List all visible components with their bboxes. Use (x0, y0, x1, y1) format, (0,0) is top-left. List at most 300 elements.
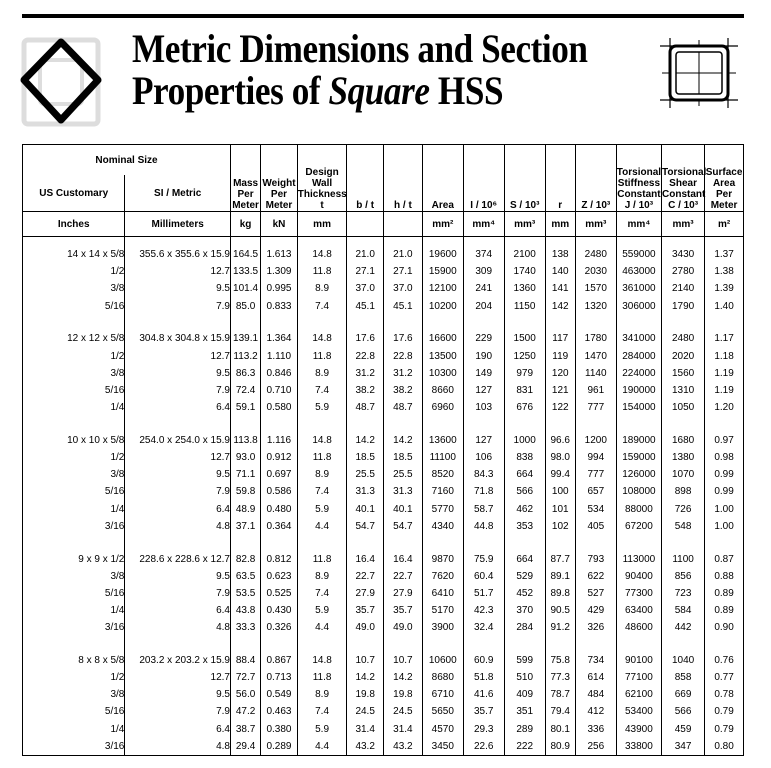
spacer-cell (347, 535, 384, 551)
table-cell: 12.7 (125, 348, 231, 365)
spacer-cell (422, 535, 463, 551)
spacer-cell (545, 636, 575, 652)
table-cell: 1.38 (705, 263, 744, 280)
spacer-cell (545, 416, 575, 432)
table-cell: 138 (545, 246, 575, 263)
table-cell: 89.1 (545, 568, 575, 585)
table-cell: 0.995 (261, 280, 298, 297)
table-cell: 5.9 (297, 399, 347, 416)
table-cell: 8.9 (297, 686, 347, 703)
header-torsional-shear-label: Torsional Shear Constant (662, 167, 707, 200)
table-cell: 1380 (662, 449, 705, 466)
unit-c: mm³ (662, 212, 705, 237)
table-cell: 47.2 (230, 703, 260, 720)
header-design-wall (297, 145, 347, 212)
table-row (23, 432, 744, 449)
table-cell: 2480 (662, 330, 705, 347)
table-cell: 27.1 (384, 263, 423, 280)
table-cell: 1000 (504, 432, 545, 449)
table-cell: 1.37 (705, 246, 744, 263)
spacer-cell (261, 535, 298, 551)
table-cell: 1570 (575, 280, 616, 297)
table-cell: 102 (545, 518, 575, 535)
table-cell: 6.4 (125, 721, 231, 738)
spacer-cell (261, 416, 298, 432)
table-row (23, 518, 744, 535)
table-cell: 669 (662, 686, 705, 703)
top-rule (22, 14, 744, 18)
table-row (23, 483, 744, 500)
table-cell: 11.8 (297, 550, 347, 567)
spacer-cell (347, 416, 384, 432)
table-cell: 19.8 (384, 686, 423, 703)
table-cell: 142 (545, 298, 575, 315)
table-cell: 7.9 (125, 382, 231, 399)
table-cell: 4.8 (125, 518, 231, 535)
spacer-cell (297, 535, 347, 551)
table-cell: 29.3 (463, 721, 504, 738)
table-row (23, 568, 744, 585)
table-cell: 21.0 (384, 246, 423, 263)
table-cell: 126000 (616, 466, 661, 483)
table-cell: 82.8 (230, 550, 260, 567)
table-cell: 13500 (422, 348, 463, 365)
table-cell: 584 (662, 602, 705, 619)
table-cell: 370 (504, 602, 545, 619)
table-cell: 32.4 (463, 619, 504, 636)
table-cell: 664 (504, 466, 545, 483)
unit-s: mm³ (504, 212, 545, 237)
table-cell: 858 (662, 669, 705, 686)
table-cell: 4.8 (125, 738, 231, 756)
unit-us: Inches (23, 212, 125, 237)
table-cell: 228.6 x 228.6 x 12.7 (125, 550, 231, 567)
table-cell: 0.79 (705, 721, 744, 738)
table-cell: 77100 (616, 669, 661, 686)
table-cell: 100 (545, 483, 575, 500)
table-cell: 53.5 (230, 585, 260, 602)
table-cell: 777 (575, 399, 616, 416)
table-cell: 1.613 (261, 246, 298, 263)
table-row (23, 500, 744, 517)
table-cell: 60.4 (463, 568, 504, 585)
table-cell: 961 (575, 382, 616, 399)
table-cell: 17.6 (347, 330, 384, 347)
table-cell: 14 x 14 x 5/8 (23, 246, 125, 263)
table-cell: 9.5 (125, 280, 231, 297)
table-cell: 1/4 (23, 399, 125, 416)
table-row (23, 738, 744, 756)
table-cell: 7.9 (125, 703, 231, 720)
table-cell: 566 (504, 483, 545, 500)
table-cell: 29.4 (230, 738, 260, 756)
spacer-cell (705, 315, 744, 331)
table-cell: 1560 (662, 365, 705, 382)
table-cell: 140 (545, 263, 575, 280)
spacer-cell (230, 535, 260, 551)
table-cell: 777 (575, 466, 616, 483)
table-cell: 40.1 (384, 500, 423, 517)
spacer-cell (504, 315, 545, 331)
table-cell: 7.9 (125, 298, 231, 315)
table-row (23, 280, 744, 297)
table-cell: 1.39 (705, 280, 744, 297)
table-cell: 10 x 10 x 5/8 (23, 432, 125, 449)
table-cell: 979 (504, 365, 545, 382)
table-cell: 1100 (662, 550, 705, 567)
table-cell: 1.364 (261, 330, 298, 347)
spacer-cell (616, 237, 661, 247)
table-cell: 6710 (422, 686, 463, 703)
header-si-metric: SI / Metric (125, 175, 231, 212)
table-cell: 0.846 (261, 365, 298, 382)
spacer-cell (575, 535, 616, 551)
spacer-cell (384, 416, 423, 432)
table-cell: 43900 (616, 721, 661, 738)
table-cell: 0.99 (705, 466, 744, 483)
table-cell: 1150 (504, 298, 545, 315)
table-cell: 85.0 (230, 298, 260, 315)
table-cell: 38.2 (384, 382, 423, 399)
table-cell: 31.3 (384, 483, 423, 500)
table-cell: 1320 (575, 298, 616, 315)
table-cell: 459 (662, 721, 705, 738)
table-cell: 38.7 (230, 721, 260, 738)
table-cell: 0.380 (261, 721, 298, 738)
table-cell: 31.3 (347, 483, 384, 500)
table-cell: 256 (575, 738, 616, 756)
unit-ht (384, 212, 423, 237)
table-cell: 2100 (504, 246, 545, 263)
table-cell: 5770 (422, 500, 463, 517)
table-cell: 1.00 (705, 500, 744, 517)
table-cell: 58.7 (463, 500, 504, 517)
table-cell: 24.5 (384, 703, 423, 720)
table-cell: 49.0 (384, 619, 423, 636)
table-cell: 8.9 (297, 466, 347, 483)
table-cell: 72.7 (230, 669, 260, 686)
table-cell: 12.7 (125, 263, 231, 280)
table-cell: 254.0 x 254.0 x 15.9 (125, 432, 231, 449)
spacer-cell (662, 636, 705, 652)
table-cell: 189000 (616, 432, 661, 449)
table-cell: 18.5 (347, 449, 384, 466)
table-cell: 0.713 (261, 669, 298, 686)
table-cell: 3430 (662, 246, 705, 263)
spacer-cell (23, 636, 125, 652)
table-cell: 1.00 (705, 518, 744, 535)
table-cell: 6.4 (125, 602, 231, 619)
table-cell: 16.4 (384, 550, 423, 567)
table-row (23, 263, 744, 280)
table-cell: 599 (504, 652, 545, 669)
table-cell: 4.8 (125, 619, 231, 636)
table-cell: 63400 (616, 602, 661, 619)
table-cell: 7.4 (297, 703, 347, 720)
table-cell: 71.8 (463, 483, 504, 500)
table-row (23, 686, 744, 703)
table-cell: 224000 (616, 365, 661, 382)
spacer-cell (23, 416, 125, 432)
table-cell: 0.78 (705, 686, 744, 703)
table-cell: 133.5 (230, 263, 260, 280)
spacer-cell (545, 535, 575, 551)
table-cell: 0.89 (705, 585, 744, 602)
table-cell: 35.7 (347, 602, 384, 619)
table-cell: 190 (463, 348, 504, 365)
table-cell: 5/16 (23, 298, 125, 315)
table-cell: 33.3 (230, 619, 260, 636)
table-cell: 5650 (422, 703, 463, 720)
group-spacer (23, 237, 744, 247)
table-cell: 2140 (662, 280, 705, 297)
table-cell: 6.4 (125, 399, 231, 416)
spacer-cell (575, 636, 616, 652)
header-us-customary: US Customary (23, 175, 125, 212)
spacer-cell (422, 315, 463, 331)
table-cell: 10600 (422, 652, 463, 669)
table-cell: 101 (545, 500, 575, 517)
table-cell: 44.8 (463, 518, 504, 535)
table-cell: 0.88 (705, 568, 744, 585)
table-cell: 1/4 (23, 500, 125, 517)
table-cell: 462 (504, 500, 545, 517)
table-cell: 1/2 (23, 449, 125, 466)
table-cell: 84.3 (463, 466, 504, 483)
unit-r: mm (545, 212, 575, 237)
table-cell: 10.7 (347, 652, 384, 669)
table-cell: 548 (662, 518, 705, 535)
table-cell: 351 (504, 703, 545, 720)
table-cell: 409 (504, 686, 545, 703)
table-cell: 204 (463, 298, 504, 315)
table-row (23, 585, 744, 602)
table-cell: 353 (504, 518, 545, 535)
table-cell: 154000 (616, 399, 661, 416)
table-cell: 429 (575, 602, 616, 619)
table-cell: 463000 (616, 263, 661, 280)
table-cell: 10200 (422, 298, 463, 315)
table-cell: 43.2 (384, 738, 423, 756)
table-cell: 7.9 (125, 585, 231, 602)
table-cell: 113.2 (230, 348, 260, 365)
spacer-cell (422, 237, 463, 247)
table-cell: 35.7 (463, 703, 504, 720)
table-cell: 2020 (662, 348, 705, 365)
unit-bt (347, 212, 384, 237)
table-cell: 1070 (662, 466, 705, 483)
table-cell: 1740 (504, 263, 545, 280)
spacer-cell (261, 636, 298, 652)
table-cell: 25.5 (347, 466, 384, 483)
table-row (23, 652, 744, 669)
spacer-cell (545, 237, 575, 247)
group-spacer (23, 636, 744, 652)
table-cell: 51.7 (463, 585, 504, 602)
table-cell: 1790 (662, 298, 705, 315)
spacer-cell (230, 416, 260, 432)
header-torsional-stiffness-label: Torsional Stiffness Constant (616, 167, 662, 200)
spacer-cell (125, 636, 231, 652)
table-cell: 11.8 (297, 669, 347, 686)
spacer-cell (463, 315, 504, 331)
table-cell: 0.79 (705, 703, 744, 720)
table-cell: 1.110 (261, 348, 298, 365)
table-cell: 1/2 (23, 669, 125, 686)
square-hss-section-icon (660, 38, 738, 108)
table-cell: 284 (504, 619, 545, 636)
spacer-cell (230, 636, 260, 652)
table-cell: 8.9 (297, 365, 347, 382)
table-cell: 3/8 (23, 466, 125, 483)
table-row (23, 449, 744, 466)
spacer-cell (261, 315, 298, 331)
group-spacer (23, 315, 744, 331)
table-row (23, 721, 744, 738)
table-cell: 139.1 (230, 330, 260, 347)
table-cell: 78.7 (545, 686, 575, 703)
header-torsional-stiffness (616, 145, 661, 212)
table-cell: 1680 (662, 432, 705, 449)
table-cell: 12.7 (125, 449, 231, 466)
table-cell: 16.4 (347, 550, 384, 567)
table-cell: 1050 (662, 399, 705, 416)
table-cell: 0.812 (261, 550, 298, 567)
table-cell: 1470 (575, 348, 616, 365)
table-cell: 1.17 (705, 330, 744, 347)
table-cell: 72.4 (230, 382, 260, 399)
spacer-cell (662, 416, 705, 432)
table-cell: 63.5 (230, 568, 260, 585)
table-cell: 19600 (422, 246, 463, 263)
spacer-cell (575, 315, 616, 331)
spacer-cell (384, 237, 423, 247)
title-line-1: Metric Dimensions and Section (132, 26, 588, 71)
table-cell: 6960 (422, 399, 463, 416)
spacer-cell (125, 416, 231, 432)
table-cell: 99.4 (545, 466, 575, 483)
table-cell: 442 (662, 619, 705, 636)
table-cell: 241 (463, 280, 504, 297)
spacer-cell (297, 416, 347, 432)
table-cell: 17.6 (384, 330, 423, 347)
table-cell: 566 (662, 703, 705, 720)
table-cell: 7.4 (297, 585, 347, 602)
table-cell: 1.40 (705, 298, 744, 315)
table-cell: 0.623 (261, 568, 298, 585)
header-j: J / 10³ (624, 200, 654, 211)
spacer-cell (616, 315, 661, 331)
header-mass: Mass Per Meter (230, 145, 260, 212)
table-cell: 45.1 (384, 298, 423, 315)
table-cell: 3/16 (23, 619, 125, 636)
table-cell: 14.2 (384, 669, 423, 686)
table-cell: 48.7 (347, 399, 384, 416)
table-cell: 0.525 (261, 585, 298, 602)
table-cell: 121 (545, 382, 575, 399)
table-cell: 51.8 (463, 669, 504, 686)
table-cell: 19.8 (347, 686, 384, 703)
table-cell: 103 (463, 399, 504, 416)
spacer-cell (662, 535, 705, 551)
table-cell: 60.9 (463, 652, 504, 669)
table-cell: 11.8 (297, 449, 347, 466)
spacer-cell (347, 636, 384, 652)
spacer-cell (422, 636, 463, 652)
table-cell: 4.4 (297, 619, 347, 636)
table-cell: 452 (504, 585, 545, 602)
table-cell: 222 (504, 738, 545, 756)
table-cell: 0.99 (705, 483, 744, 500)
table-body (23, 237, 744, 756)
table-cell: 734 (575, 652, 616, 669)
table-cell: 40.1 (347, 500, 384, 517)
table-cell: 96.6 (545, 432, 575, 449)
unit-i: mm⁴ (463, 212, 504, 237)
spacer-cell (705, 636, 744, 652)
table-cell: 27.9 (347, 585, 384, 602)
table-cell: 87.7 (545, 550, 575, 567)
table-cell: 75.8 (545, 652, 575, 669)
table-cell: 7.4 (297, 382, 347, 399)
table-cell: 0.912 (261, 449, 298, 466)
table-cell: 22.7 (384, 568, 423, 585)
table-cell: 27.1 (347, 263, 384, 280)
table-cell: 0.289 (261, 738, 298, 756)
table-cell: 8660 (422, 382, 463, 399)
table-cell: 31.2 (347, 365, 384, 382)
table-cell: 119 (545, 348, 575, 365)
table-cell: 67200 (616, 518, 661, 535)
table-row (23, 399, 744, 416)
spacer-cell (545, 315, 575, 331)
table-cell: 1.116 (261, 432, 298, 449)
table-row (23, 330, 744, 347)
table-cell: 0.697 (261, 466, 298, 483)
table-cell: 5170 (422, 602, 463, 619)
header-c: C / 10³ (668, 200, 699, 211)
spacer-cell (347, 237, 384, 247)
table-cell: 5/16 (23, 585, 125, 602)
table-cell: 3900 (422, 619, 463, 636)
table-cell: 106 (463, 449, 504, 466)
table-cell: 37.0 (384, 280, 423, 297)
table-cell: 108000 (616, 483, 661, 500)
unit-t: mm (297, 212, 347, 237)
spacer-cell (347, 315, 384, 331)
table-cell: 80.9 (545, 738, 575, 756)
table-cell: 25.5 (384, 466, 423, 483)
table-cell: 336 (575, 721, 616, 738)
table-cell: 347 (662, 738, 705, 756)
table-cell: 0.326 (261, 619, 298, 636)
table-cell: 89.8 (545, 585, 575, 602)
table-cell: 309 (463, 263, 504, 280)
table-cell: 37.1 (230, 518, 260, 535)
table-cell: 622 (575, 568, 616, 585)
table-cell: 484 (575, 686, 616, 703)
table-cell: 5.9 (297, 602, 347, 619)
table-cell: 12.7 (125, 669, 231, 686)
table-cell: 1.18 (705, 348, 744, 365)
table-cell: 0.87 (705, 550, 744, 567)
table-cell: 53400 (616, 703, 661, 720)
title-line-2 (132, 70, 590, 112)
table-cell: 0.430 (261, 602, 298, 619)
table-cell: 0.98 (705, 449, 744, 466)
table-cell: 0.77 (705, 669, 744, 686)
table-cell: 35.7 (384, 602, 423, 619)
